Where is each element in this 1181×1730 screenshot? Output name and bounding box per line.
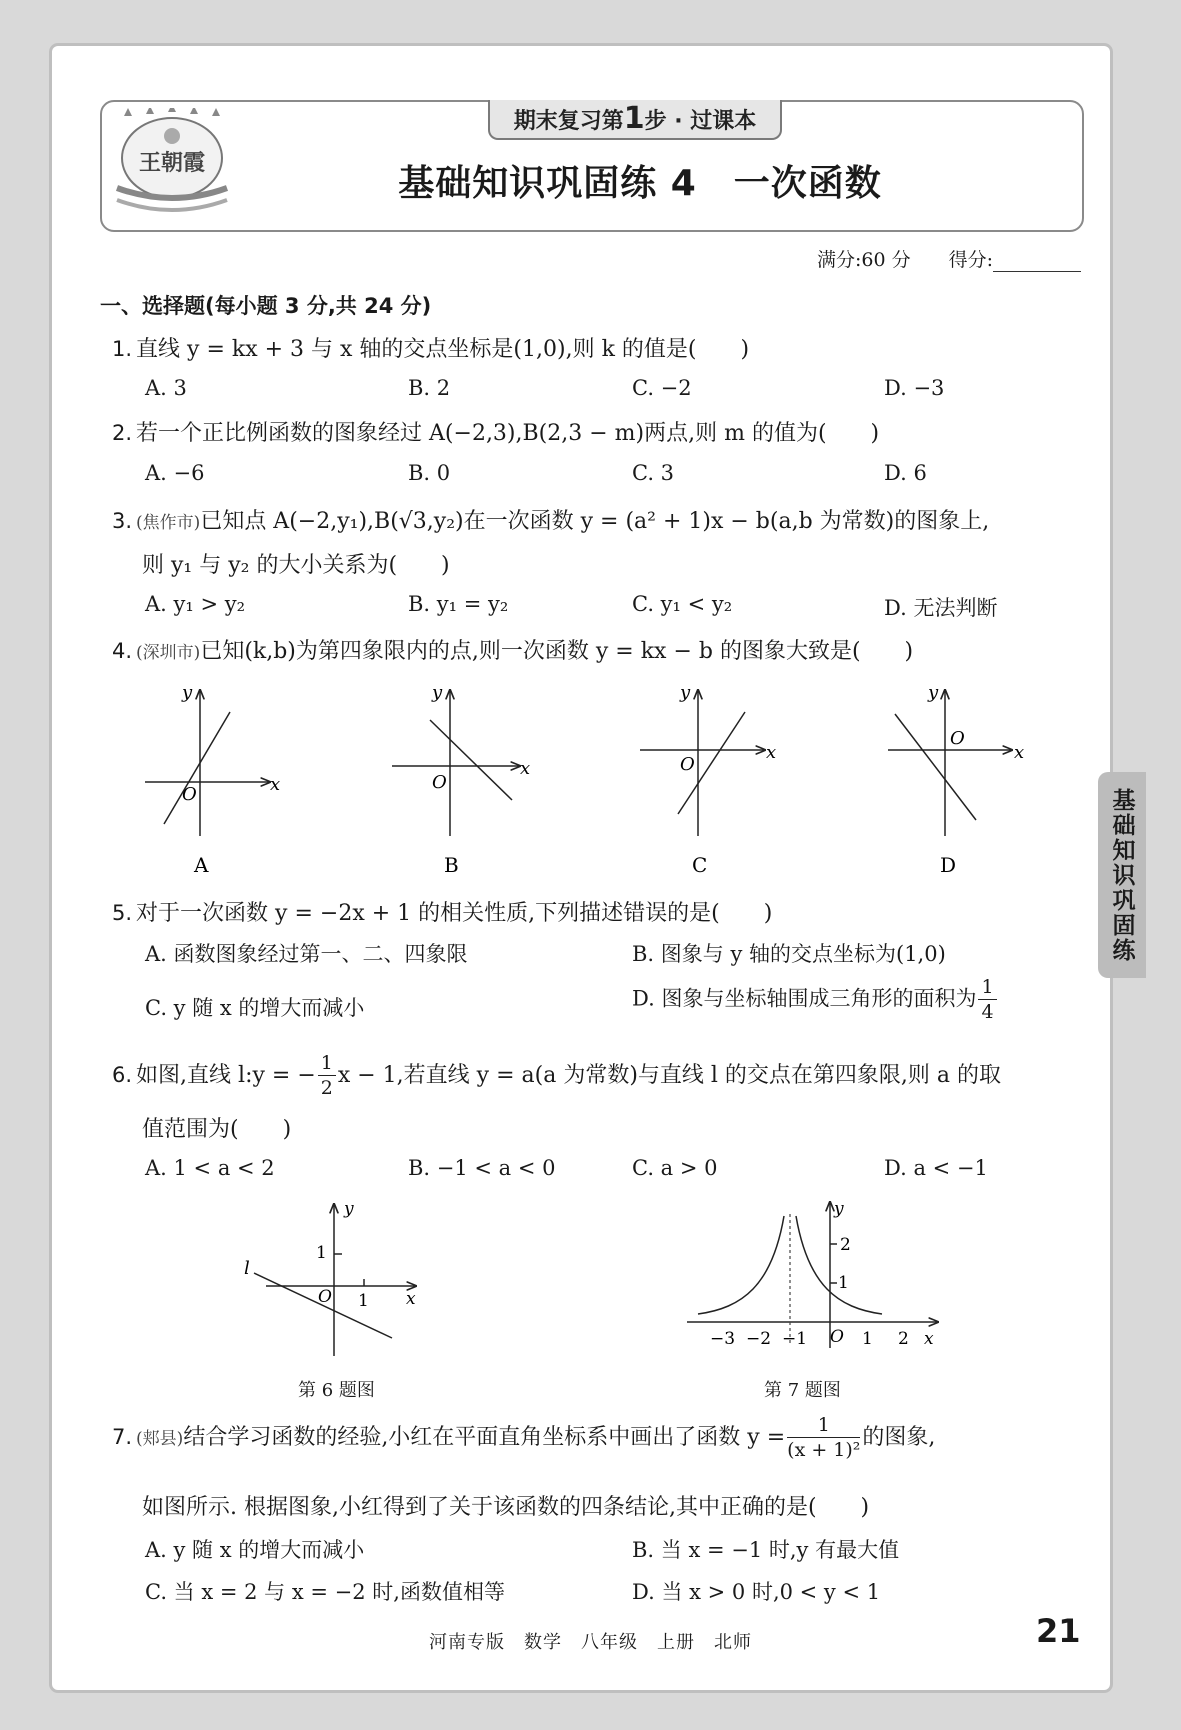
logo-star-icon	[146, 108, 154, 114]
fig7-graph	[682, 1196, 952, 1361]
q6-option-d[interactable]: D. a < −1	[884, 1156, 988, 1180]
svg-text:1: 1	[838, 1273, 849, 1293]
graph-c[interactable]	[640, 682, 776, 876]
svg-text:−2: −2	[746, 1329, 772, 1349]
svg-text:x: x	[766, 742, 777, 763]
svg-text:O: O	[318, 1287, 332, 1307]
q6-option-c[interactable]: C. a > 0	[632, 1156, 718, 1180]
q5-option-a[interactable]: A. 函数图象经过第一、二、四象限	[145, 942, 468, 966]
svg-text:y: y	[680, 682, 691, 703]
fig6-graph	[236, 1196, 436, 1361]
footer: 河南专版 数学 八年级 上册 北师	[429, 1632, 752, 1653]
q3-option-b[interactable]: B. y₁ = y₂	[408, 592, 509, 616]
q7-option-d[interactable]: D. 当 x > 0 时,0 < y < 1	[632, 1580, 881, 1604]
score-blank[interactable]	[993, 253, 1081, 272]
question-2: 2. 若一个正比例函数的图象经过 A(−2,3),B(2,3 − m)两点,则 m 的值为( )	[112, 421, 880, 446]
svg-text:2: 2	[840, 1235, 851, 1255]
question-6: 6. 如图,直线 l:y = − $\frac{1}{2}$ x − 1,若直线 y = a(a 为常数)与直线 l 的交点在第四象限,则 a 的取	[112, 1052, 1002, 1099]
q5-option-b[interactable]: B. 图象与 y 轴的交点坐标为(1,0)	[632, 942, 946, 966]
logo-text: 王朝霞	[138, 150, 206, 176]
fig6-tick-y1: 1	[316, 1243, 327, 1263]
graph-d-label: D	[940, 853, 957, 876]
graph-c-label: C	[692, 853, 708, 876]
svg-text:O: O	[830, 1327, 844, 1347]
svg-text:x: x	[520, 758, 531, 779]
fig6-line-label: l	[244, 1258, 250, 1279]
q5-option-d[interactable]: D. 图象与坐标轴围成三角形的面积为 $\frac{1}{4}$	[632, 978, 999, 1022]
svg-text:O: O	[950, 728, 965, 749]
question-7: 7. (郏县)结合学习函数的经验,小红在平面直角坐标系中画出了函数 y = $\frac{1}{\text{(x + 1)²}}$ 的图象,	[112, 1414, 936, 1461]
svg-text:x: x	[924, 1329, 934, 1349]
svg-text:y: y	[432, 682, 443, 703]
svg-text:x: x	[1014, 742, 1025, 763]
svg-text:x: x	[406, 1289, 416, 1309]
q7-option-a[interactable]: A. y 随 x 的增大而减小	[145, 1538, 365, 1562]
q2-option-d[interactable]: D. 6	[884, 461, 927, 485]
svg-text:y: y	[834, 1199, 844, 1219]
fig6-caption: 第 6 题图	[298, 1380, 375, 1401]
graph-b-label: B	[444, 853, 459, 876]
q1-option-c[interactable]: C. −2	[632, 376, 692, 400]
fig7-curve-left	[698, 1216, 784, 1314]
score-line: 满分:60 分 得分:	[817, 245, 1081, 272]
question-6-line2: 值范围为( )	[142, 1117, 292, 1142]
logo	[112, 108, 232, 220]
q1-option-a[interactable]: A. 3	[145, 376, 187, 400]
q3-option-a[interactable]: A. y₁ > y₂	[145, 592, 246, 616]
logo-star-icon	[168, 108, 176, 112]
svg-text:2: 2	[898, 1329, 909, 1349]
q6-option-a[interactable]: A. 1 < a < 2	[145, 1156, 275, 1180]
question-4: 4. (深圳市)已知(k,b)为第四象限内的点,则一次函数 y = kx − b 的图象大致是( )	[112, 639, 914, 664]
svg-text:y: y	[182, 682, 193, 703]
q1-option-d[interactable]: D. −3	[884, 376, 945, 400]
svg-text:−1: −1	[782, 1329, 808, 1349]
svg-text:O: O	[432, 772, 447, 793]
header-ribbon: 期末复习第1步 · 过课本	[488, 100, 782, 140]
question-3-line2: 则 y₁ 与 y₂ 的大小关系为( )	[142, 553, 450, 578]
question-1: 1. 直线 y = kx + 3 与 x 轴的交点坐标是(1,0),则 k 的值是( )	[112, 337, 750, 362]
q1-option-b[interactable]: B. 2	[408, 376, 451, 400]
svg-text:O: O	[680, 754, 695, 775]
q7-option-b[interactable]: B. 当 x = −1 时,y 有最大值	[632, 1538, 900, 1562]
graph-a-label: A	[194, 853, 209, 876]
q2-option-b[interactable]: B. 0	[408, 461, 451, 485]
svg-text:−3: −3	[710, 1329, 736, 1349]
page-title: 基础知识巩固练 4 一次函数	[398, 163, 882, 204]
svg-text:1: 1	[862, 1329, 873, 1349]
graph-d[interactable]	[888, 682, 1024, 876]
svg-text:x: x	[270, 774, 281, 795]
logo-star-icon	[124, 108, 132, 116]
q7-option-c[interactable]: C. 当 x = 2 与 x = −2 时,函数值相等	[145, 1580, 505, 1604]
question-7-line2: 如图所示. 根据图象,小红得到了关于该函数的四条结论,其中正确的是( )	[142, 1495, 870, 1520]
q3-option-d[interactable]: D. 无法判断	[884, 596, 998, 620]
q4-graphs	[130, 676, 1070, 876]
q6-option-b[interactable]: B. −1 < a < 0	[408, 1156, 556, 1180]
q5-option-c[interactable]: C. y 随 x 的增大而减小	[145, 996, 365, 1020]
question-3: 3. (焦作市)已知点 A(−2,y₁),B(√3,y₂)在一次函数 y = (a² + 1)x − b(a,b 为常数)的图象上,	[112, 509, 990, 534]
q2-option-a[interactable]: A. −6	[145, 461, 205, 485]
page-number: 21	[1036, 1612, 1081, 1650]
logo-star-icon	[190, 108, 198, 114]
fig7-caption: 第 7 题图	[764, 1380, 841, 1401]
logo-star-icon	[212, 108, 220, 116]
side-tab[interactable]: 基础知识巩固练	[1098, 772, 1146, 978]
question-5: 5. 对于一次函数 y = −2x + 1 的相关性质,下列描述错误的是( )	[112, 901, 773, 926]
section-title: 一、选择题(每小题 3 分,共 24 分)	[100, 294, 432, 318]
fig6-tick-x1: 1	[358, 1291, 369, 1311]
q2-option-c[interactable]: C. 3	[632, 461, 675, 485]
graph-a[interactable]	[145, 682, 280, 876]
svg-text:y: y	[928, 682, 939, 703]
svg-text:O: O	[182, 784, 197, 805]
fig7-curve-right	[796, 1216, 882, 1314]
svg-text:y: y	[344, 1199, 354, 1219]
q3-option-c[interactable]: C. y₁ < y₂	[632, 592, 733, 616]
graph-b[interactable]	[392, 682, 530, 876]
